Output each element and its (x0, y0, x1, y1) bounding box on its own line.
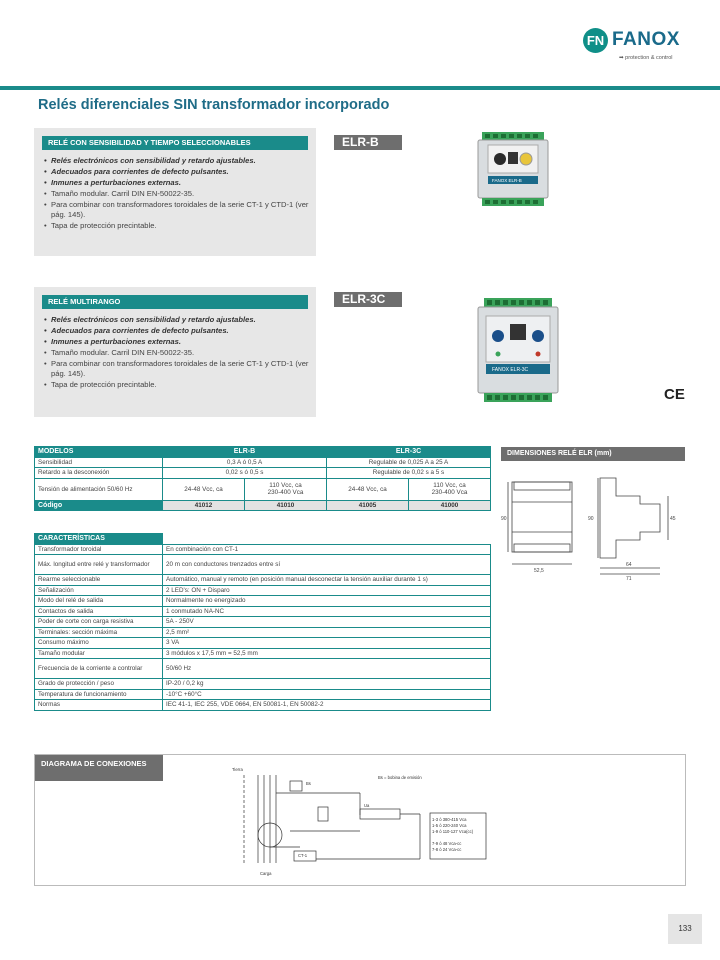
table-header: CARACTERÍSTICAS (35, 534, 163, 545)
table-cell: 24-48 Vcc, ca (327, 478, 409, 500)
device-label: FANOX ELR-B (492, 178, 522, 183)
table-cell: Regulable de 0,02 s a 5 s (327, 468, 491, 479)
dim-inner-label: 45 (670, 516, 676, 522)
table-row (35, 596, 491, 607)
list-item: • Adecuados para corrientes de defecto pulsantes. (44, 167, 310, 177)
table-cell: 3 módulos x 17,5 mm = 52,5 mm (163, 648, 491, 659)
table-row (35, 585, 491, 596)
sensitivity-knob (494, 153, 506, 165)
wiring-diagram (230, 763, 490, 885)
earth-label: Tierra (232, 767, 243, 772)
table-cell: 1 conmutado NA-NC (163, 606, 491, 617)
table-cell: Automático, manual y remoto (en posición manual desconectar la tensión auxiliar durante 1 s) (163, 575, 491, 586)
table-cell: Regulable de 0,025 A a 25 A (327, 457, 491, 468)
table-cell: 0,02 s ó 0,5 s (163, 468, 327, 479)
table-row (35, 457, 491, 468)
table-row (35, 606, 491, 617)
table-header: ELR-3C (327, 447, 491, 458)
table-header: ELR-B (163, 447, 327, 458)
relay-label: Ua (364, 803, 370, 808)
table-cell: Consumo máximo (35, 638, 163, 649)
feature-box-elr-b (34, 128, 316, 256)
dim-height-side-label: 90 (588, 516, 594, 522)
brand-name: FANOX (612, 29, 680, 50)
table-cell: -10°C +60°C (163, 689, 491, 700)
feature-box-header: RELÉ CON SENSIBILIDAD Y TIEMPO SELECCIONABLES (42, 136, 308, 150)
table-row (35, 468, 491, 479)
list-item: • Tapa de protección precintable. (44, 221, 310, 231)
feature-box-header: RELÉ MULTIRANGO (42, 295, 308, 309)
table-row (35, 700, 491, 711)
sensitivity-knob (492, 330, 504, 342)
table-row (35, 627, 491, 638)
models-table (34, 446, 491, 511)
table-cell: Contactos de salida (35, 606, 163, 617)
table-cell: 5A - 250V (163, 617, 491, 628)
table-row (35, 689, 491, 700)
table-cell: Normas (35, 700, 163, 711)
table-header-row (35, 447, 491, 458)
table-header: MODELOS (35, 447, 163, 458)
table-row (35, 638, 491, 649)
table-cell: Sensibilidad (35, 457, 163, 468)
table-cell: Señalización (35, 585, 163, 596)
dim-width-label: 52,5 (534, 568, 544, 574)
delay-knob (532, 330, 544, 342)
table-cell: Frecuencia de la corriente a controlar (35, 659, 163, 679)
table-cell: Grado de protección / peso (35, 679, 163, 690)
delay-knob (520, 153, 532, 165)
feature-box-elr-3c (34, 287, 316, 417)
page-title: Relés diferenciales SIN transformador incorporado (38, 97, 390, 113)
table-row (35, 500, 491, 511)
product-image-elr-3c (470, 296, 566, 406)
list-item: • Relés electrónicos con sensibilidad y retardo ajustables. (44, 315, 310, 325)
list-item: • Relés electrónicos con sensibilidad y retardo ajustables. (44, 156, 310, 166)
table-cell: 24-48 Vcc, ca (163, 478, 245, 500)
table-cell: IP-20 / 0,2 kg (163, 679, 491, 690)
list-item: • Inmunes a perturbaciones externas. (44, 337, 310, 347)
table-cell: IEC 41-1, IEC 255, VDE 0664, EN 50081-1, EN 50082-2 (163, 700, 491, 711)
table-cell: 41000 (409, 500, 491, 511)
coil-label: Bs (306, 781, 311, 786)
table-cell: 110 Vcc, ca 230-400 Vca (409, 478, 491, 500)
characteristics-table (34, 533, 491, 711)
device-label: FANOX ELR-3C (492, 367, 529, 373)
table-cell: Tamaño modular (35, 648, 163, 659)
table-cell: 50/60 Hz (163, 659, 491, 679)
connection-diagram-panel (34, 754, 686, 886)
table-cell: 41010 (245, 500, 327, 511)
ce-mark: CE (664, 386, 685, 403)
table-row (35, 617, 491, 628)
table-cell: Máx. longitud entre relé y transformador (35, 555, 163, 575)
table-cell: 0,3 A ó 0,5 A (163, 457, 327, 468)
table-header-row (35, 534, 491, 545)
list-item: • Inmunes a perturbaciones externas. (44, 178, 310, 188)
product-image-elr-b (468, 130, 558, 208)
terminal-spec: 1-9 ó 110-127 Vca(cc) (432, 829, 474, 834)
table-cell: Temperatura de funcionamiento (35, 689, 163, 700)
table-cell: Normalmente no energizado (163, 596, 491, 607)
diagram-header: DIAGRAMA DE CONEXIONES (35, 755, 163, 781)
table-cell: En combinación con CT-1 (163, 544, 491, 555)
terminal-spec: 1-3 ó 380-415 Vca (432, 817, 467, 822)
list-item: • Tamaño modular. Carril DIN EN-50022-35. (44, 348, 310, 358)
table-cell: Código (35, 500, 163, 511)
table-cell: Rearme seleccionable (35, 575, 163, 586)
list-item: • Para combinar con transformadores toroidales de la serie CT-1 y CTD-1 (ver pág. 145). (44, 200, 310, 219)
feature-list (44, 315, 310, 391)
terminal-spec: 7-8 ó 24 Vca-cc (432, 847, 462, 852)
dim-total-label: 71 (626, 576, 632, 580)
table-cell: Modo del relé de salida (35, 596, 163, 607)
table-cell: 110 Vcc, ca 230-400 Vca (245, 478, 327, 500)
table-cell: Poder de corte con carga resistiva (35, 617, 163, 628)
header-divider (0, 86, 720, 90)
brand-tagline: ➡ protection & control (619, 55, 673, 61)
terminal-spec: 7-9 ó 48 Vca-cc (432, 841, 462, 846)
feature-list (44, 156, 310, 232)
table-cell: 41012 (163, 500, 245, 511)
table-cell: Terminales: sección máxima (35, 627, 163, 638)
table-row (35, 575, 491, 586)
fanox-logo (583, 28, 688, 68)
legend-title: Bs = bobina de emisión (378, 775, 422, 780)
dimensions-drawing (500, 468, 686, 580)
model-tag: ELR-B (334, 135, 402, 150)
table-cell: 20 m con conductores trenzados entre sí (163, 555, 491, 575)
table-cell: 3 VA (163, 638, 491, 649)
list-item: • Tamaño modular. Carril DIN EN-50022-35. (44, 189, 310, 199)
table-cell: Tensión de alimentación 50/60 Hz (35, 478, 163, 500)
terminal-spec: 1-5 ó 220-240 Vca (432, 823, 467, 828)
table-cell: 2 LED's: ON + Disparo (163, 585, 491, 596)
arrow-icon: ➡ (619, 55, 626, 61)
table-cell: 2,5 mm² (163, 627, 491, 638)
list-item: • Adecuados para corrientes de defecto pulsantes. (44, 326, 310, 336)
table-row (35, 544, 491, 555)
table-row (35, 648, 491, 659)
model-tag: ELR-3C (334, 292, 402, 307)
table-row (35, 478, 491, 500)
table-row (35, 555, 491, 575)
table-row (35, 659, 491, 679)
table-cell: 41005 (327, 500, 409, 511)
ct-label: CT-1 (298, 853, 308, 858)
table-row (35, 679, 491, 690)
dimensions-header: DIMENSIONES RELÉ ELR (mm) (501, 447, 685, 461)
logo-mark-icon: FN (583, 28, 608, 53)
load-label: Carga (260, 871, 272, 876)
list-item: • Para combinar con transformadores toroidales de la serie CT-1 y CTD-1 (ver pág. 145). (44, 359, 310, 378)
list-item: • Tapa de protección precintable. (44, 380, 310, 390)
dim-height-label: 90 (501, 516, 507, 522)
table-cell: Transformador toroidal (35, 544, 163, 555)
table-cell: Retardo a la desconexión (35, 468, 163, 479)
page-number: 133 (668, 914, 702, 944)
dim-depth-label: 64 (626, 562, 632, 568)
